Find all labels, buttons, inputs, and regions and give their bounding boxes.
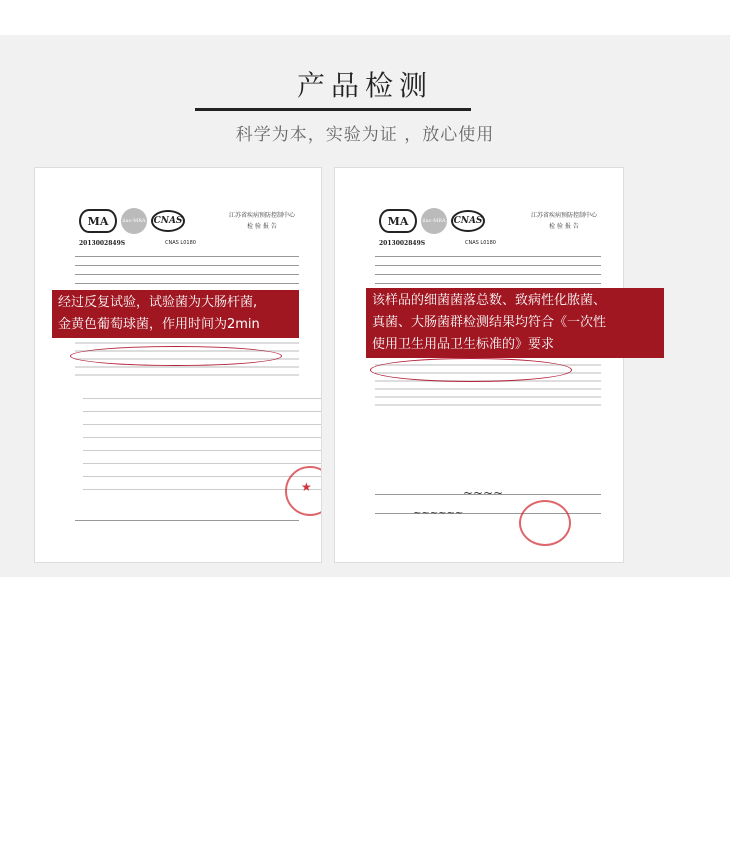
cnas-number: CNAS L0180 <box>165 240 196 246</box>
left-highlight-banner <box>52 290 299 338</box>
report-header-lines <box>375 256 601 292</box>
agency-block <box>531 210 597 232</box>
stamp-star-icon: ★ <box>301 480 312 494</box>
banner-line: 使用卫生用品卫生标准的》要求 <box>372 337 555 352</box>
page-subtitle: 科学为本，实验为证 ，放心使用 <box>235 125 495 145</box>
cnas-logo: CNAS <box>151 210 185 232</box>
certification-logos <box>79 208 185 234</box>
footer-line <box>75 520 299 529</box>
report-label: 检 验 报 告 <box>549 223 579 230</box>
cnas-number: CNAS L0180 <box>465 240 496 246</box>
report-header-lines <box>75 256 299 292</box>
report-label: 检 验 报 告 <box>247 223 277 230</box>
ma-logo: MA <box>79 209 117 233</box>
ilac-logo: ilac-MRA <box>121 208 147 234</box>
agency-name: 江苏省疾病预防控制中心 <box>228 212 295 219</box>
certification-logos <box>379 208 485 234</box>
page-title: 产品检测 <box>296 69 433 102</box>
highlight-ellipse-right <box>370 358 572 382</box>
cnas-logo: CNAS <box>451 210 485 232</box>
doc-number: 2013002849S <box>79 240 126 247</box>
agency-name: 江苏省疾病预防控制中心 <box>530 212 597 219</box>
ilac-logo: ilac-MRA <box>421 208 447 234</box>
banner-line: 经过反复试验，试验菌为大肠杆菌, <box>58 295 258 310</box>
ma-logo: MA <box>379 209 417 233</box>
signature-mark: ~~~~ <box>463 486 504 500</box>
official-stamp <box>519 500 571 546</box>
result-table <box>83 386 322 490</box>
banner-line: 真菌、大肠菌群检测结果均符合《一次性 <box>372 315 607 330</box>
banner-line: 金黄色葡萄球菌，作用时间为2min <box>58 317 260 332</box>
right-highlight-banner <box>366 288 664 358</box>
agency-block <box>229 210 295 232</box>
banner-line: 该样品的细菌菌落总数、致病性化脓菌、 <box>372 293 607 308</box>
signature-date-mark: ~~~~~~ <box>413 508 464 519</box>
doc-number: 2013002849S <box>379 240 426 247</box>
title-underline <box>195 108 471 111</box>
highlight-ellipse-left <box>70 346 282 366</box>
